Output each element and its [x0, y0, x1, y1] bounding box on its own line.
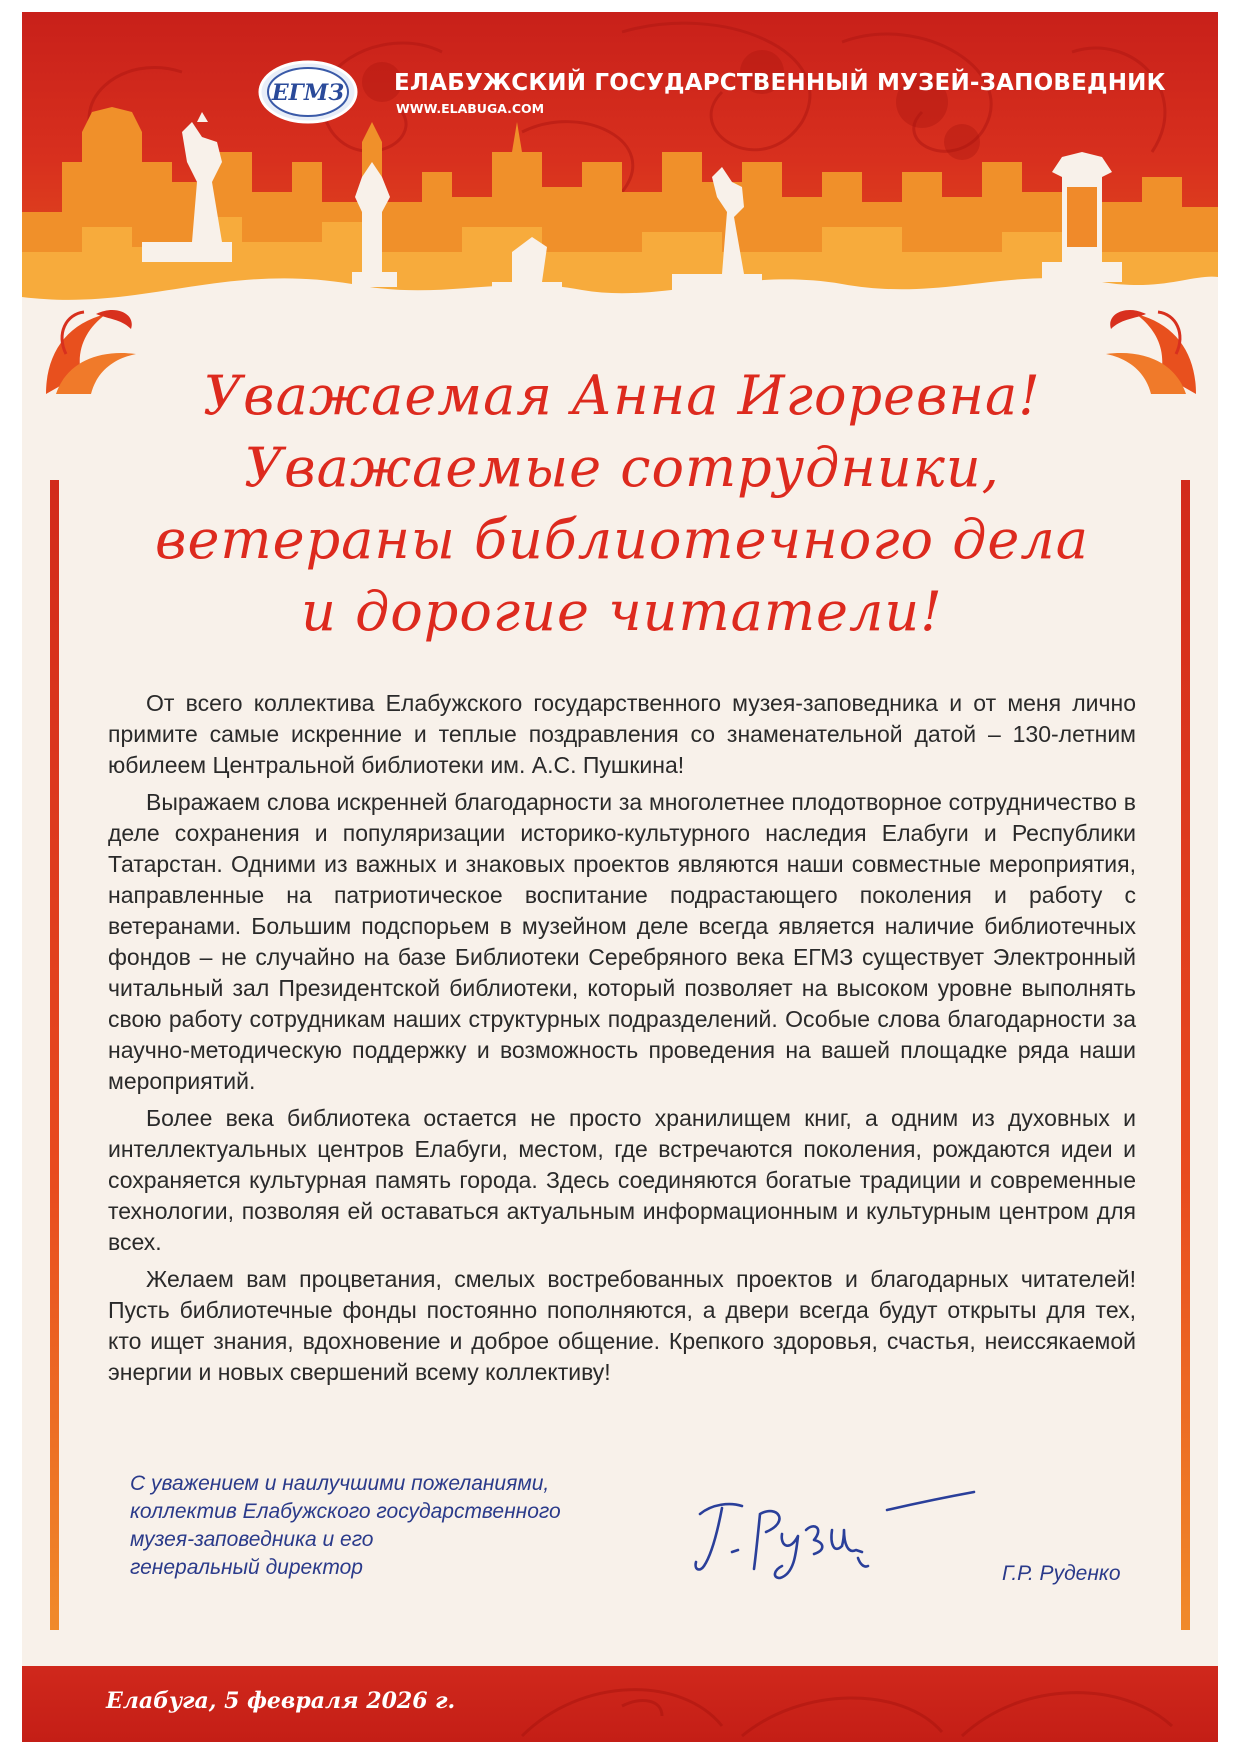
header-banner	[22, 12, 1218, 342]
closing-line: музея-заповедника и его	[130, 1528, 374, 1551]
greeting-line: Уважаемая Анна Игоревна!	[203, 364, 1041, 427]
museum-logo	[258, 60, 358, 124]
body-paragraph: От всего коллектива Елабужского государственного музея-заповедника и от меня лично примите самые искренние и теплые поздравления со знаменательной датой – 130-летним юбилеем Центральной библиотеки им. А.С. Пушкина!	[108, 690, 1136, 778]
museum-name: ЕЛАБУЖСКИЙ ГОСУДАРСТВЕННЫЙ МУЗЕЙ-ЗАПОВЕДНИК	[394, 70, 1166, 96]
greeting-line: Уважаемые сотрудники,	[244, 436, 1000, 499]
museum-url: WWW.ELABUGA.COM	[396, 101, 545, 116]
closing-block	[130, 1470, 690, 1582]
body-paragraph: Выражаем слова искренней благодарности за многолетнее плодотворное сотрудничество в деле сохранения и популяризации историко-культурного наследия Елабуги и Республики Татарстан. Одними из важных и знаковых проектов являются наши совместные мероприятия, направленные на патриотическое воспитание подрастающего поколения и работу с ветеранами. Большим подспорьем в музейном деле всегда является наличие библиотечных фондов – не случайно на базе Библиотеки Серебряного века ЕГМЗ существует Электронный читальный зал Президентской библиотеки, который позволяет на высоком уровне выполнять свою работу сотрудникам наших структурных подразделений. Особые слова благодарности за научно-методическую поддержку и возможность проведения на вашей площадке ряда наши мероприятий.	[108, 789, 1136, 1094]
place-date: Елабуга, 5 февраля 2026 г.	[106, 1688, 456, 1714]
footer-banner	[22, 1666, 1218, 1742]
closing-line: генеральный директор	[130, 1556, 363, 1579]
body-paragraph: Желаем вам процветания, смелых востребованных проектов и благодарных читателей! Пусть библиотечные фонды постоянно пополняются, а двери всегда будут открыты для тех, кто ищет знания, вдохновение и доброе общение. Крепкого здоровья, счастья, неиссякаемой энергии и новых свершений всему коллективу!	[108, 1266, 1136, 1385]
handwritten-signature	[682, 1474, 982, 1584]
greeting-line: ветераны библиотечного дела	[155, 508, 1089, 571]
letter-page	[22, 12, 1218, 1742]
left-border-bar	[50, 480, 59, 1630]
right-border-bar	[1181, 480, 1190, 1630]
letter-body	[108, 688, 1136, 1394]
greeting-heading	[102, 360, 1142, 648]
signer-name: Г.Р. Руденко	[1002, 1562, 1121, 1585]
closing-line: С уважением и наилучшими пожеланиями,	[130, 1472, 550, 1495]
logo-monogram: ЕГМЗ	[271, 80, 345, 106]
city-skyline-silhouette	[22, 12, 1218, 342]
closing-line: коллектив Елабужского государственного	[130, 1500, 561, 1523]
greeting-line: и дорогие читатели!	[301, 580, 943, 643]
body-paragraph: Более века библиотека остается не просто хранилищем книг, а одним из духовных и интеллектуальных центров Елабуги, местом, где встречаются поколения, рождаются идеи и сохраняется культурная память города. Здесь соединяются богатые традиции и современные технологии, позволяя ей оставаться актуальным информационным и культурным центром для всех.	[108, 1105, 1136, 1255]
